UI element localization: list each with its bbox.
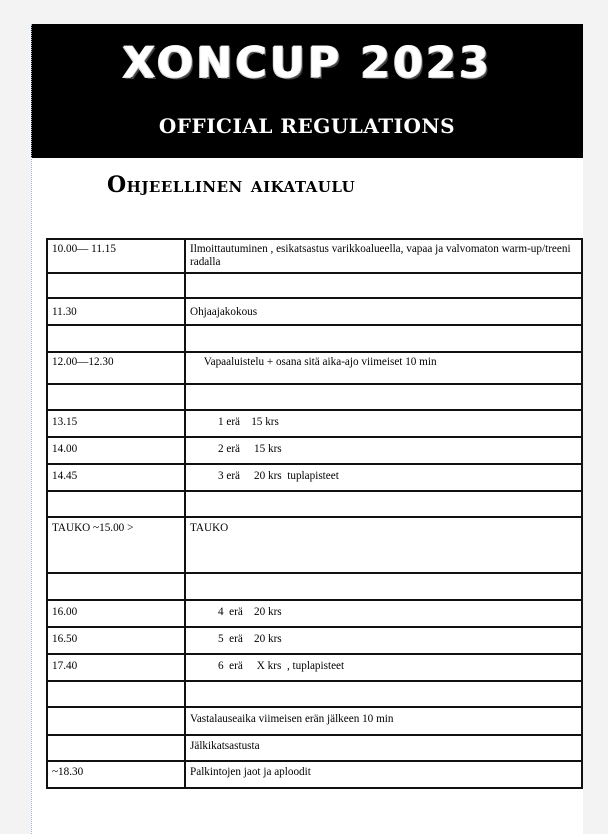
activity-cell: Vapaaluistelu + osana sitä aika-ajo viimeiset 10 min <box>185 352 582 384</box>
table-row <box>47 384 582 410</box>
table-row <box>47 239 582 273</box>
activity-cell: 6 erä X krs , tuplapisteet <box>185 654 582 681</box>
table-row <box>47 410 582 437</box>
document-page <box>31 24 583 834</box>
time-cell <box>47 681 185 707</box>
activity-cell <box>185 491 582 517</box>
time-cell: 13.15 <box>47 410 185 437</box>
activity-cell: Ohjaajakokous <box>185 298 582 325</box>
table-row <box>47 298 582 325</box>
table-row <box>47 654 582 681</box>
table-row <box>47 437 582 464</box>
time-cell: 16.50 <box>47 627 185 654</box>
table-row <box>47 681 582 707</box>
time-cell: TAUKO ~15.00 > <box>47 517 185 573</box>
time-cell: 14.00 <box>47 437 185 464</box>
time-cell: 10.00— 11.15 <box>47 239 185 273</box>
time-cell <box>47 707 185 735</box>
table-row <box>47 464 582 491</box>
activity-cell: Ilmoittautuminen , esikatsastus varikkoalueella, vapaa ja valvomaton warm-up/treeni radalla <box>185 239 582 273</box>
table-row <box>47 325 582 352</box>
table-row <box>47 707 582 735</box>
activity-cell: 2 erä 15 krs <box>185 437 582 464</box>
time-cell: 11.30 <box>47 298 185 325</box>
activity-cell: TAUKO <box>185 517 582 573</box>
time-cell: 16.00 <box>47 600 185 627</box>
header-banner <box>31 24 583 158</box>
time-cell <box>47 384 185 410</box>
time-cell: ~18.30 <box>47 761 185 788</box>
activity-cell: 3 erä 20 krs tuplapisteet <box>185 464 582 491</box>
time-cell <box>47 573 185 600</box>
table-row <box>47 627 582 654</box>
table-row <box>47 600 582 627</box>
schedule-heading: Ohjeellinen aikataulu <box>107 172 356 198</box>
table-row <box>47 573 582 600</box>
event-title: XONCUP 2023 <box>122 38 492 88</box>
activity-cell: Palkintojen jaot ja aploodit <box>185 761 582 788</box>
table-row <box>47 761 582 788</box>
schedule-table <box>46 238 583 789</box>
activity-cell: 4 erä 20 krs <box>185 600 582 627</box>
table-row <box>47 491 582 517</box>
activity-cell <box>185 681 582 707</box>
activity-cell: Jälkikatsastusta <box>185 735 582 761</box>
banner-subtitle: OFFICIAL REGULATIONS <box>158 114 456 138</box>
activity-cell: 5 erä 20 krs <box>185 627 582 654</box>
table-row <box>47 735 582 761</box>
table-row <box>47 352 582 384</box>
activity-cell <box>185 573 582 600</box>
time-cell: 17.40 <box>47 654 185 681</box>
time-cell: 12.00—12.30 <box>47 352 185 384</box>
table-row <box>47 273 582 298</box>
time-cell <box>47 491 185 517</box>
table-row <box>47 517 582 573</box>
activity-cell: 1 erä 15 krs <box>185 410 582 437</box>
time-cell: 14.45 <box>47 464 185 491</box>
time-cell <box>47 325 185 352</box>
activity-cell <box>185 325 582 352</box>
time-cell <box>47 735 185 761</box>
activity-cell <box>185 384 582 410</box>
margin-guide-line <box>31 24 33 834</box>
activity-cell <box>185 273 582 298</box>
time-cell <box>47 273 185 298</box>
activity-cell: Vastalauseaika viimeisen erän jälkeen 10 min <box>185 707 582 735</box>
